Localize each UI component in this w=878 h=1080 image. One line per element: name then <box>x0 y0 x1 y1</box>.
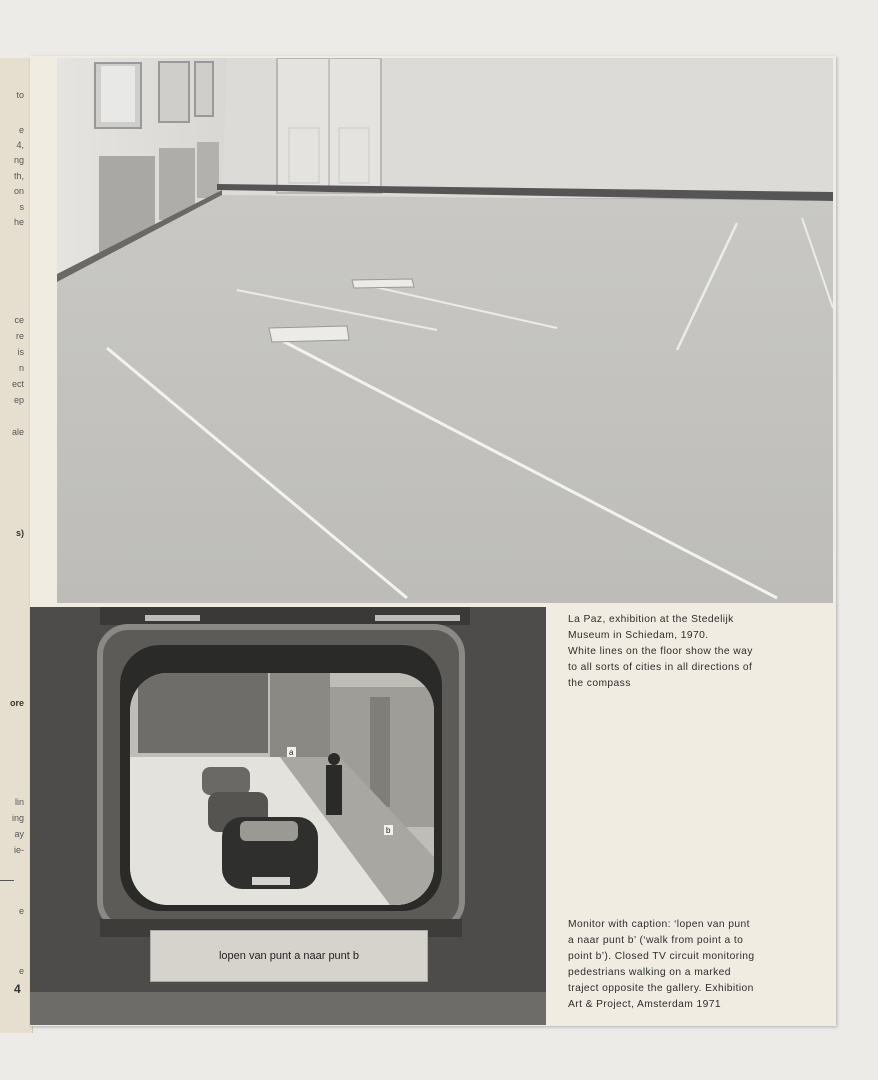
marker-a: a <box>289 748 294 757</box>
caption-line: Monitor with caption: ‘lopen van punt <box>568 919 750 930</box>
left-page-fragment: lin <box>14 797 24 807</box>
left-page-fragment: e <box>18 125 24 135</box>
left-page-fragment: ore <box>9 698 24 708</box>
caption-line: the compass <box>568 678 631 689</box>
caption-line: point b’). Closed TV circuit monitoring <box>568 951 755 962</box>
left-page-fragment: he <box>13 217 24 227</box>
caption-la-paz <box>568 612 818 692</box>
left-page-fragment: ing <box>11 813 24 823</box>
left-page-fragment: e <box>18 906 24 916</box>
left-page-fragment: s) <box>15 528 24 538</box>
caption-line: to all sorts of cities in all directions of <box>568 662 753 673</box>
left-page-fragment: re <box>15 331 24 341</box>
left-page-fragment: on <box>13 186 24 196</box>
left-page-fragment: is <box>17 347 24 357</box>
caption-line: La Paz, exhibition at the Stedelijk <box>568 614 734 625</box>
left-page-fragment: ie- <box>13 845 24 855</box>
caption-line: Art & Project, Amsterdam 1971 <box>568 999 721 1010</box>
tv-caption-label: lopen van punt a naar punt b <box>150 930 428 982</box>
left-page-fragment: th, <box>13 171 24 181</box>
left-page-fragment: ep <box>13 395 24 405</box>
caption-line: a naar punt b’ (‘walk from point a to <box>568 935 744 946</box>
caption-line: pedestrians walking on a marked <box>568 967 731 978</box>
left-page-fragment: n <box>18 363 24 373</box>
caption-line: Museum in Schiedam, 1970. <box>568 630 709 641</box>
caption-monitor <box>568 917 818 1013</box>
left-page-fragment: ay <box>14 829 24 839</box>
page-number: 4 <box>14 982 21 996</box>
left-page-fragment: 4, <box>16 140 24 150</box>
caption-line: White lines on the floor show the way <box>568 646 753 657</box>
left-page-fragment: ng <box>13 155 24 165</box>
left-page-fragment: ale <box>11 427 24 437</box>
left-page-fragment: ce <box>14 315 24 325</box>
left-page-fragment: e <box>18 966 24 976</box>
left-page-fragment: s <box>19 202 24 212</box>
left-page-rule <box>0 880 14 881</box>
caption-line: traject opposite the gallery. Exhibition <box>568 983 754 994</box>
left-page-fragment: ect <box>11 379 24 389</box>
left-page-fragment: to <box>16 90 24 100</box>
marker-b: b <box>386 826 391 835</box>
gallery-floor-photo <box>57 58 833 603</box>
